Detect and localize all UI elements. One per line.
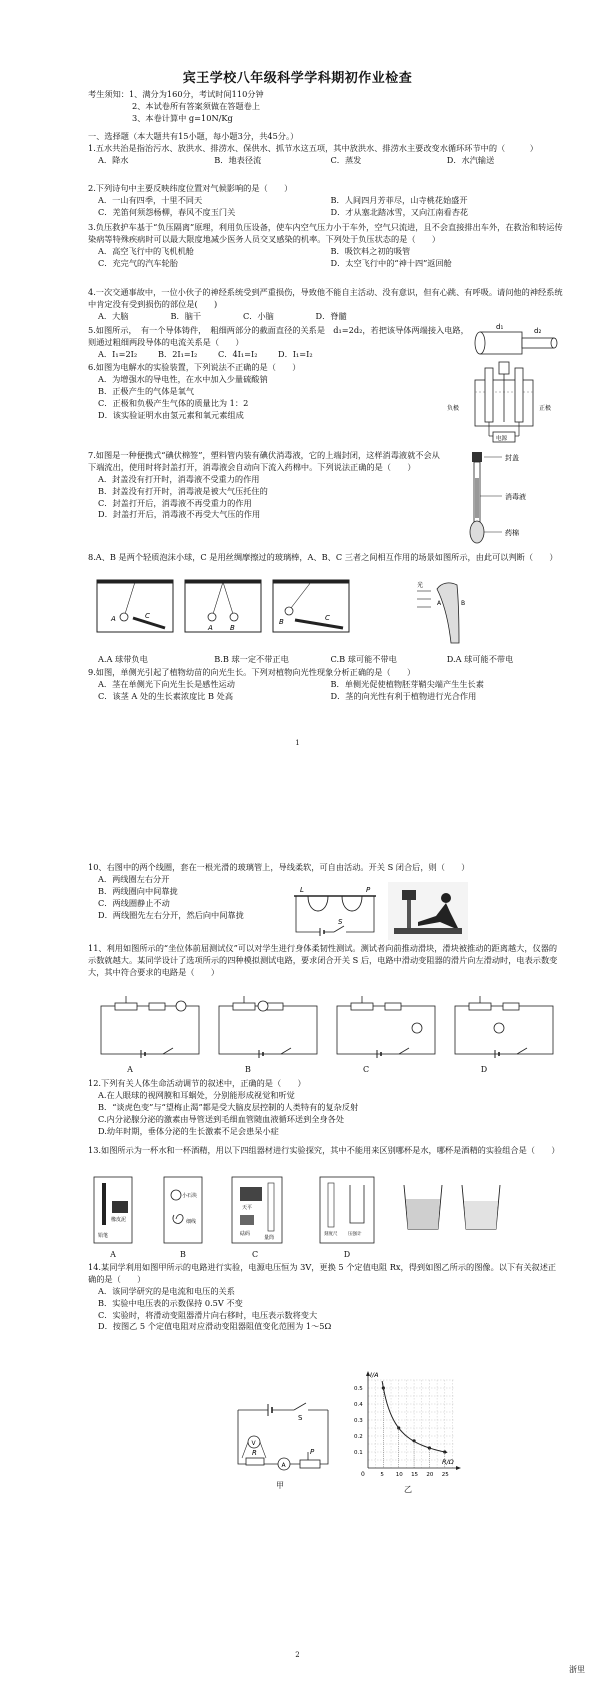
label-a: A xyxy=(437,600,442,607)
switch-s xyxy=(399,1048,409,1054)
electrolysis-figure xyxy=(445,360,570,448)
question-9 xyxy=(88,667,563,703)
label-l: L xyxy=(300,886,304,894)
thick-section xyxy=(480,332,522,354)
option-b: B．实验中电压表的示数保持 0.5V 不变 xyxy=(98,1297,243,1308)
question-options xyxy=(88,311,388,323)
y-tick-label: 0.5 xyxy=(354,1386,363,1392)
option-c: C.B 球可能不带电 xyxy=(330,654,397,664)
right-tube xyxy=(515,368,523,422)
x-tick-label: 15 xyxy=(411,1472,419,1478)
thin-end xyxy=(551,338,557,348)
apparatus-label-d: D xyxy=(343,1250,351,1259)
option-b: B．地表径流 xyxy=(214,154,262,165)
graduated-cylinder xyxy=(268,1183,274,1231)
plasticine xyxy=(112,1201,128,1213)
thin-section xyxy=(522,338,554,348)
option-d: D．太空飞行中的“神十四”返回舱 xyxy=(330,257,452,268)
wire-left xyxy=(296,896,320,932)
circuit-label-c: C xyxy=(362,1065,370,1074)
label-b: B xyxy=(461,600,466,607)
question-text: 6.如图为电解水的实验装置，下列说法不正确的是（ ） xyxy=(88,362,301,372)
weights-box xyxy=(240,1215,254,1225)
notice-line: 2、本试卷所有答案须做在答题卷上 xyxy=(132,100,261,111)
scene-1 xyxy=(97,580,173,632)
option-b: B．吸饮料之初的吸管 xyxy=(330,245,411,256)
option-b: B.B 球一定不带正电 xyxy=(214,654,289,664)
option-a: A．大脑 xyxy=(98,310,129,321)
y-tick-label: 0.4 xyxy=(354,1402,363,1408)
circuit-frame xyxy=(101,1006,199,1054)
option-b: B．人间四月芳菲尽，山寺桃花始盛开 xyxy=(330,194,468,205)
scene-2 xyxy=(185,580,261,632)
question-options xyxy=(88,349,338,361)
question-2 xyxy=(88,183,563,219)
current-resistance-chart xyxy=(350,1368,465,1483)
label-liquid: 消毒液 xyxy=(505,493,526,501)
label-cotton: 药棉 xyxy=(505,529,519,537)
ammeter xyxy=(176,1001,186,1011)
question-options xyxy=(88,195,563,219)
label-a: A xyxy=(281,1462,286,1469)
device-post xyxy=(407,900,411,928)
voltmeter-lead-right xyxy=(260,1442,266,1458)
disinfectant-liquid xyxy=(475,478,479,518)
option-d: D．脊髓 xyxy=(315,310,347,321)
corner-watermark: 浙里 xyxy=(569,1665,585,1675)
page-1 xyxy=(0,0,595,800)
question-text: 7.如图是一种便携式“碘伏棉签”，塑料管内装有碘伏消毒液，它的上端封闭，这样消毒液就不会从下端流出，使用时将封盖打开，消毒液会自动向下流入药棉中。下列说法正确的是（ ） xyxy=(88,450,440,472)
circuit-label-b: B xyxy=(245,1065,251,1074)
option-a: A．降水 xyxy=(98,154,129,165)
ammeter xyxy=(412,1023,422,1033)
question-options xyxy=(88,874,288,922)
y-tick-label: 0.3 xyxy=(354,1418,363,1424)
stone xyxy=(171,1190,181,1200)
switch-s xyxy=(163,1048,173,1054)
option-b: B．两线圈向中间靠拢 xyxy=(98,885,178,896)
label-c: C xyxy=(145,612,150,620)
label-yi: 乙 xyxy=(404,1485,412,1494)
question-7 xyxy=(88,450,443,521)
label-b: B xyxy=(230,624,235,632)
question-options xyxy=(88,246,563,270)
option-a: A．I₁=2I₂ xyxy=(98,348,138,359)
question-options xyxy=(88,1286,563,1334)
question-text: 2.下列诗句中主要反映纬度位置对气候影响的是（ ） xyxy=(88,183,293,193)
circuit-frame xyxy=(219,1006,317,1054)
question-1 xyxy=(88,143,563,167)
option-c: C．充完气的汽车轮胎 xyxy=(98,257,178,268)
chart-grid xyxy=(368,1380,454,1468)
y-tick-label: 0.1 xyxy=(354,1450,363,1456)
label-r: R xyxy=(252,1449,257,1457)
x-axis-arrow xyxy=(456,1466,461,1470)
device-base xyxy=(394,928,462,934)
label-thread: 细线 xyxy=(186,1219,197,1225)
balance xyxy=(240,1187,262,1201)
switch-s xyxy=(281,1048,291,1054)
option-c: C．羌笛何须怨杨柳，春风不度玉门关 xyxy=(98,206,236,217)
page-2 xyxy=(0,800,595,1682)
question-text: 4.一次交通事故中，一位小伙子的神经系统受到严重损伤，导致他不能自主活动、没有意识，但有心跳、有呼吸。请问他的神经系统中肯定没有受到损伤的部位是( ) xyxy=(88,287,563,309)
y-tick-label: 0.2 xyxy=(354,1434,363,1440)
origin-label: 0 xyxy=(361,1471,365,1478)
option-d: D．才从塞北踏冰雪，又向江南看杏花 xyxy=(330,206,469,217)
section-heading: 一、选择题（本大题共有15小题，每小题3分，共45分。） xyxy=(88,131,299,141)
option-c: C.内分泌腺分泌的激素由导管送到毛细血管随血液循环送到全身各处 xyxy=(98,1113,345,1124)
option-d: D．两线圈先左右分开，然后向中间靠拢 xyxy=(98,909,244,920)
ball-a xyxy=(120,613,128,621)
label-ruler: 刻度尺 xyxy=(324,1232,338,1237)
label-s: S xyxy=(298,1414,303,1422)
option-a: A．为增强水的导电性，在水中加入少量硫酸钠 xyxy=(98,373,268,384)
cap xyxy=(472,452,482,462)
question-text: 12.下列有关人体生命活动调节的叙述中，正确的是（ ） xyxy=(88,1078,306,1088)
left-tube xyxy=(485,368,493,422)
x-tick-label: 25 xyxy=(441,1472,449,1478)
voltmeter-lead-left xyxy=(242,1442,248,1458)
rheostat xyxy=(300,1460,320,1468)
question-11 xyxy=(88,943,563,979)
cotton-tip xyxy=(470,521,484,543)
device-display xyxy=(402,890,416,900)
option-c: C．实验时，将滑动变阻器滑片向右移时，电压表示数将变大 xyxy=(98,1309,318,1320)
option-b: B．单侧光促使植物胚芽鞘尖端产生生长素 xyxy=(330,678,484,689)
question-text: 11、利用如图所示的“坐位体前屈测试仪”可以对学生进行身体柔韧性测试。测试者向前推动滑块，滑块被推动的距离越大，仪器的示数就越大。某同学设计了选项所示的四种模拟测试电路，要求闭合开关 S 后，电路中滑动变阻器的滑片向左滑动时，电表示数变大，其中符合要求的电路是（ ） xyxy=(88,943,558,977)
option-c: C．蒸发 xyxy=(330,154,362,165)
page-title: 宾王学校八年级科学学科期初作业检查 xyxy=(182,71,413,86)
option-d: D.幼年时期，垂体分泌的生长激素不足会患呆小症 xyxy=(98,1125,279,1136)
option-b: B．封盖没有打开时，消毒液是被大气压托住的 xyxy=(98,485,268,496)
ball-b xyxy=(230,613,238,621)
question-text: 10、右图中的两个线圈，套在一根光滑的玻璃管上，导线柔软，可自由活动。开关 S 闭合后，则（ ） xyxy=(88,862,470,872)
label-balance: 天平 xyxy=(242,1205,253,1211)
option-a: A．该同学研究的是电流和电压的关系 xyxy=(98,1285,235,1296)
question-options xyxy=(88,374,468,422)
iodine-swab-figure xyxy=(450,448,565,548)
question-8-options xyxy=(88,654,563,666)
conductor-casting-figure xyxy=(472,320,567,362)
thick-end xyxy=(475,332,485,354)
voltmeter xyxy=(258,1001,268,1011)
apparatus-label-c: C xyxy=(251,1250,259,1259)
label-light: 光 xyxy=(417,582,424,589)
option-d: D．按图乙 5 个定值电阻对应滑动变阻器阻值变化范围为 1～5Ω xyxy=(98,1321,332,1332)
question-12 xyxy=(88,1078,563,1137)
ball-a xyxy=(208,613,216,621)
option-d: D．茎的向光性有利于植物进行光合作用 xyxy=(330,690,477,701)
exam-notice xyxy=(88,89,568,125)
label-d1: d₁ xyxy=(496,323,504,331)
label-a: A xyxy=(208,624,213,632)
coil-p xyxy=(342,896,362,911)
option-d: D.A 球可能不带电 xyxy=(446,654,514,664)
option-c: C．封盖打开后，消毒液不再受重力的作用 xyxy=(98,497,252,508)
ball-b xyxy=(285,607,293,615)
x-tick-label: 10 xyxy=(395,1472,403,1478)
charge-interaction-figure xyxy=(95,578,355,636)
question-8 xyxy=(88,552,563,564)
option-d: D．该实验证明水由氢元素和氧元素组成 xyxy=(98,409,244,420)
question-5 xyxy=(88,325,473,361)
notice-line: 3、本卷计算中 g=10N/Kg xyxy=(132,112,233,123)
label-a: A xyxy=(111,615,116,623)
coil-l xyxy=(308,896,328,911)
question-options xyxy=(88,1090,563,1138)
apparatus-label-b: B xyxy=(180,1250,186,1259)
scene-3 xyxy=(273,580,349,632)
option-c: C．正极和负极产生气体的质量比为 1：2 xyxy=(98,397,249,408)
option-b: B．正极产生的气体是氧气 xyxy=(98,385,195,396)
q11-circuit-options xyxy=(95,992,565,1064)
page-number: 1 xyxy=(295,739,300,747)
label-negative: 负极 xyxy=(447,405,460,412)
q13-apparatus-figure xyxy=(92,1175,572,1247)
label-jia: 甲 xyxy=(276,1481,284,1490)
question-options xyxy=(88,654,563,666)
rheostat xyxy=(233,1003,255,1010)
resistor-r xyxy=(246,1458,264,1465)
question-4 xyxy=(88,287,563,323)
option-a: A．高空飞行中的飞机机舱 xyxy=(98,245,194,256)
person-head xyxy=(441,893,451,903)
notice-line: 考生须知：1、满分为160分，考试时间110分钟 xyxy=(88,89,264,99)
label-p: P xyxy=(310,1448,315,1456)
option-b: B．“谈虎色变”与“望梅止渴”都是受大脑皮层控制的人类特有的复杂反射 xyxy=(98,1101,359,1112)
label-pencil: 铅笔 xyxy=(98,1233,109,1239)
rheostat xyxy=(351,1003,373,1010)
circuit-label-a: A xyxy=(127,1065,133,1074)
option-a: A.在人眼球的视网膜和耳蜗处，分别能形成视觉和听觉 xyxy=(98,1089,295,1100)
coil-circuit-figure xyxy=(290,882,380,940)
question-options xyxy=(88,474,443,522)
voltmeter xyxy=(494,1023,504,1033)
group-b xyxy=(164,1177,202,1243)
option-a: A．茎在单侧光下向光生长是感性运动 xyxy=(98,678,235,689)
question-text: 9.如图，单侧光引起了植物幼苗的向光生长。下列对植物向光性现象分析正确的是（ ） xyxy=(88,667,416,677)
water-surface xyxy=(406,1199,440,1229)
question-14 xyxy=(88,1262,563,1333)
x-axis-label: R/Ω xyxy=(442,1458,454,1466)
option-d: D．封盖打开后，消毒液不再受大气压的作用 xyxy=(98,509,261,520)
phototropism-figure xyxy=(415,575,475,645)
question-options xyxy=(88,155,563,167)
question-3 xyxy=(88,222,563,270)
question-text: 13.如图所示为一杯水和一杯酒精，用以下四组器材进行实验探究，其中不能用来区别哪杯是水，哪杯是酒精的实验组合是（ ） xyxy=(88,1145,560,1155)
option-d: D．I₁=I₂ xyxy=(278,348,313,359)
label-weights: 砝码 xyxy=(240,1231,251,1237)
question-options xyxy=(88,679,563,703)
label-cylinder: 量筒 xyxy=(264,1235,275,1241)
rheostat xyxy=(115,1003,137,1010)
page-number: 2 xyxy=(295,1651,300,1659)
option-c: C．小脑 xyxy=(243,310,274,321)
label-power: 电源 xyxy=(496,436,508,442)
question-text: 3.负压救护车基于“负压隔离”原理，利用负压设备，使车内空气压力小于车外，空气只流进，且不会直接排出车外，在救治和转运传染病等特殊疾病时可以最大限度地减少医务人员交叉感染的机率。下列处于负压状态的是（ ） xyxy=(88,222,563,244)
label-c: C xyxy=(325,614,330,622)
option-c: C．4I₁=I₂ xyxy=(218,348,258,359)
q14-circuit-jia xyxy=(228,1398,338,1478)
switch-s xyxy=(517,1048,527,1054)
x-tick-label: 5 xyxy=(380,1472,384,1478)
circuit-label-d: D xyxy=(480,1065,488,1074)
option-a: A．一山有四季，十里不同天 xyxy=(98,194,203,205)
label-stone: 小石块 xyxy=(182,1193,198,1199)
label-v: V xyxy=(251,1440,256,1447)
label-gauge: 压强计 xyxy=(348,1232,362,1237)
question-6 xyxy=(88,362,468,421)
label-s: S xyxy=(338,918,343,926)
switch-s xyxy=(334,926,344,932)
alcohol-surface xyxy=(464,1201,498,1229)
switch-s xyxy=(294,1403,306,1410)
apparatus-label-a: A xyxy=(110,1250,116,1259)
funnel xyxy=(499,362,509,374)
ruler xyxy=(328,1183,334,1227)
option-c: C．两线圈静止不动 xyxy=(98,897,170,908)
question-13 xyxy=(88,1145,563,1157)
fixed-resistor xyxy=(267,1003,283,1010)
option-a: A．两线圈左右分开 xyxy=(98,873,170,884)
fixed-resistor xyxy=(503,1003,519,1010)
option-b: B．脑干 xyxy=(170,310,202,321)
label-d2: d₂ xyxy=(534,327,542,335)
sit-and-reach-device-photo xyxy=(388,882,468,940)
fixed-resistor xyxy=(385,1003,401,1010)
label-positive: 正极 xyxy=(539,405,552,412)
x-tick-label: 20 xyxy=(426,1472,434,1478)
rheostat xyxy=(469,1003,491,1010)
question-text: 1.五水共治是指治污水、放洪水、排涝水、保供水、抓节水这五项，其中放洪水、排涝水主要改变水循环环节中的（ ） xyxy=(88,143,538,153)
wire-right xyxy=(346,896,374,932)
label-p: P xyxy=(366,886,371,894)
option-c: C．该茎 A 处的生长素浓度比 B 处高 xyxy=(98,690,234,701)
pencil xyxy=(102,1183,106,1225)
y-axis-label: I/A xyxy=(370,1371,379,1379)
option-a: A.A 球带负电 xyxy=(98,654,148,664)
seedling-stem xyxy=(437,583,459,643)
question-text: 5.如图所示， 有一个导体铸件， 粗细两部分的截面直径的关系是 d₁=2d₂，若把该导体两端接入电路， 则通过粗细两段导体的电流关系是（ ） xyxy=(88,325,473,347)
option-b: B．2I₁=I₂ xyxy=(158,348,198,359)
fixed-resistor xyxy=(149,1003,165,1010)
question-text: 14.某同学利用如图甲所示的电路进行实验，电源电压恒为 3V，更换 5 个定值电阻 Rx，得到如图乙所示的图像。以下有关叙述正确的是（ ） xyxy=(88,1262,557,1284)
option-a: A．封盖没有打开时，消毒液不受重力的作用 xyxy=(98,473,260,484)
label-plasticine: 橡皮泥 xyxy=(111,1217,127,1223)
question-text: 8.A、B 是两个轻质泡沫小球，C 是用丝绸摩擦过的玻璃棒，A、B、C 三者之间相互作用的场景如图所示，由此可以判断（ ） xyxy=(88,552,558,562)
option-d: D．水汽输送 xyxy=(446,154,495,165)
label-b: B xyxy=(279,618,284,626)
label-cap: 封盖 xyxy=(505,454,519,462)
